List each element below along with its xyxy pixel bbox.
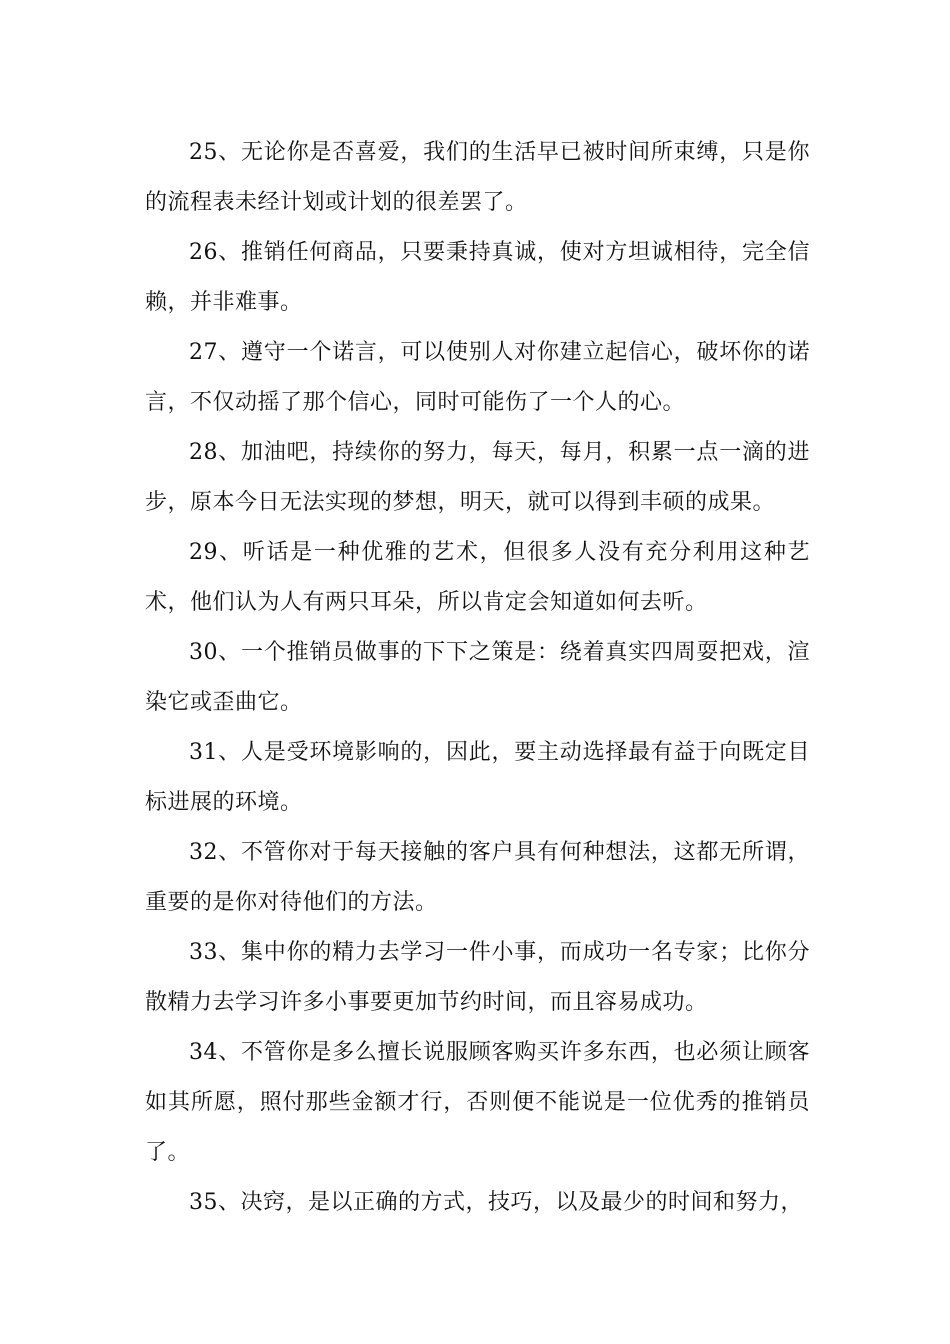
paragraph-30: 30、一个推销员做事的下下之策是：绕着真实四周耍把戏，渲染它或歪曲它。 — [145, 640, 810, 715]
paragraph-26: 26、推销任何商品，只要秉持真诚，使对方坦诚相待，完全信赖，并非难事。 — [145, 240, 810, 315]
document-body — [145, 128, 810, 1228]
paragraph-29: 29、听话是一种优雅的艺术，但很多人没有充分利用这种艺术，他们认为人有两只耳朵，所以肯定会知道如何去听。 — [145, 540, 810, 615]
paragraph-27: 27、遵守一个诺言，可以使别人对你建立起信心，破坏你的诺言，不仅动摇了那个信心，同时可能伤了一个人的心。 — [145, 340, 810, 415]
paragraph-31: 31、人是受环境影响的，因此，要主动选择最有益于向既定目标进展的环境。 — [145, 740, 810, 815]
paragraph-25: 25、无论你是否喜爱，我们的生活早已被时间所束缚，只是你的流程表未经计划或计划的很差罢了。 — [145, 140, 810, 215]
paragraph-34: 34、不管你是多么擅长说服顾客购买许多东西，也必须让顾客如其所愿，照付那些金额才行，否则便不能说是一位优秀的推销员了。 — [145, 1040, 810, 1165]
paragraph-32: 32、不管你对于每天接触的客户具有何种想法，这都无所谓，重要的是你对待他们的方法。 — [145, 840, 810, 915]
paragraph-33: 33、集中你的精力去学习一件小事，而成功一名专家；比你分散精力去学习许多小事要更加节约时间，而且容易成功。 — [145, 940, 810, 1015]
paragraph-28: 28、加油吧，持续你的努力，每天，每月，积累一点一滴的进步，原本今日无法实现的梦想，明天，就可以得到丰硕的成果。 — [145, 440, 810, 515]
paragraph-35: 35、决窍，是以正确的方式，技巧，以及最少的时间和努力， — [189, 1190, 803, 1215]
